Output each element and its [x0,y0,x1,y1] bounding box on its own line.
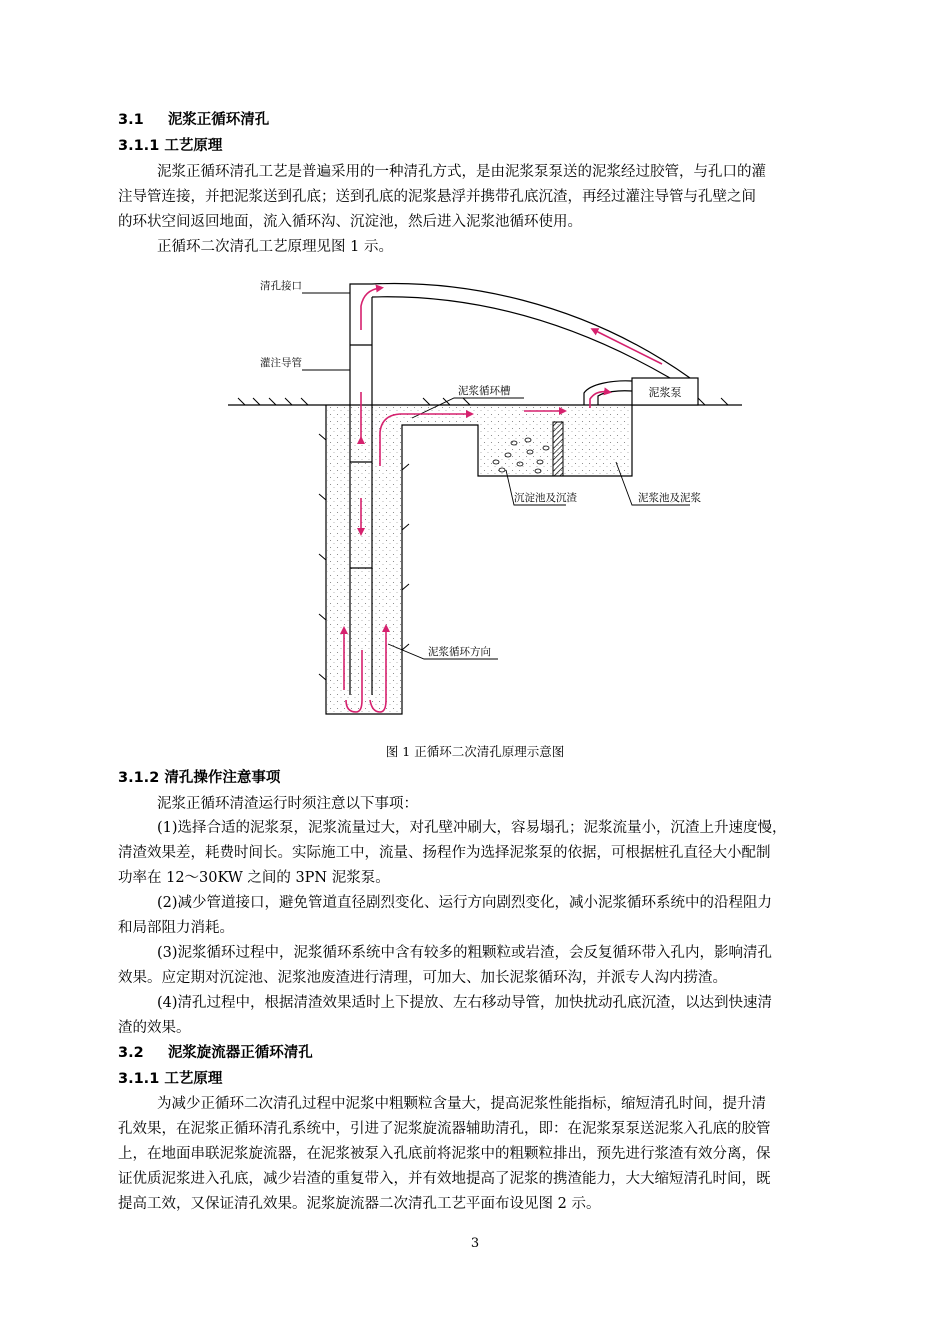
paragraph-line: 提高工效，又保证清孔效果。泥浆旋流器二次清孔工艺平面布设见图 2 示。 [118,1196,601,1212]
label-pool: 泥浆池及泥浆 [638,492,701,504]
section-title: 清孔操作注意事项 [164,770,281,786]
separation-wall [553,422,563,476]
list-item-line: 清渣效果差，耗费时间长。实际施工中，流量、扬程作为选择泥浆泵的依据，可根据桩孔直径大小配制 [118,845,771,861]
page-number: 3 [470,1236,480,1251]
section-title: 工艺原理 [164,1071,223,1087]
list-item-line: 功率在 12～30KW 之间的 3PN 泥浆泵。 [118,870,390,886]
paragraph-line: 孔效果，在泥浆正循环清孔系统中，引进了泥浆旋流器辅助清孔，即：在泥浆泵泵送泥浆入孔底的胶管 [118,1121,771,1137]
label-pump: 泥浆泵 [648,386,682,399]
pump-suction [584,381,632,405]
subsection-heading-3-1-2 [118,768,280,788]
list-item-line: 和局部阻力消耗。 [118,920,234,936]
label-pipe: 灌注导管 [260,357,302,369]
section-number: 3.1 [118,112,144,128]
list-item-line: 效果。应定期对沉淀池、泥浆池废渣进行清理，可加大、加长泥浆循环沟，并派专人沟内捞渣。 [118,970,727,986]
paragraph-line: 注导管连接，并把泥浆送到孔底；送到孔底的泥浆悬浮并携带孔底沉渣，再经过灌注导管与孔壁之间 [118,189,756,205]
list-item-line: (1)选择合适的泥浆泵，泥浆流量过大，对孔壁冲刷大，容易塌孔；泥浆流量小，沉渣上升速度慢， [157,820,787,836]
paragraph-line: 泥浆正循环清孔工艺是普遍采用的一种清孔方式，是由泥浆泵泵送的泥浆经过胶管，与孔口的灌 [157,164,766,180]
hose [350,284,690,378]
list-item-line: (3)泥浆循环过程中，泥浆循环系统中含有较多的粗颗粒或岩渣，会反复循环带入孔内，影响清孔 [157,945,773,961]
paragraph-line: 正循环二次清孔工艺原理见图 1 示。 [157,239,393,255]
section-number: 3.1.2 [118,770,160,786]
label-settle: 沉淀池及沉渣 [514,492,577,504]
label-trench: 泥浆循环槽 [458,385,511,397]
label-port: 清孔接口 [260,280,302,292]
figure-caption: 图 1 正循环二次清孔原理示意图 [385,744,565,759]
section-number: 3.1.1 [118,138,160,154]
section-title: 泥浆旋流器正循环清孔 [167,1045,313,1061]
paragraph-line: 的环状空间返回地面，流入循环沟、沉淀池，然后进入泥浆池循环使用。 [118,214,582,230]
section-heading-3-2 [118,1043,313,1063]
section-title: 泥浆正循环清孔 [167,112,270,128]
paragraph-line: 为减少正循环二次清孔过程中泥浆中粗颗粒含量大，提高泥浆性能指标，缩短清孔时间，提升清 [157,1096,766,1112]
section-number: 3.1.1 [118,1071,160,1087]
paragraph-line: 泥浆正循环清渣运行时须注意以下事项： [157,796,418,812]
list-item-line: (2)减少管道接口，避免管道直径剧烈变化、运行方向剧烈变化，减小泥浆循环系统中的沿程阻力 [157,895,773,911]
list-item-line: 渣的效果。 [118,1020,191,1036]
paragraph-line: 证优质泥浆进入孔底，减少岩渣的重复带入，并有效地提高了泥浆的携渣能力，大大缩短清孔时间，既 [118,1171,771,1187]
subsection-heading-3-2-1 [118,1069,222,1089]
list-item-line: (4)清孔过程中，根据清渣效果适时上下提放、左右移动导管，加快扰动孔底沉渣，以达到快速清 [157,995,773,1011]
label-flow: 泥浆循环方向 [428,646,491,658]
section-title: 工艺原理 [164,138,223,154]
paragraph-line: 上，在地面串联泥浆旋流器，在泥浆被泵入孔底前将泥浆中的粗颗粒排出，预先进行浆渣有效分离，保 [118,1146,771,1162]
section-number: 3.2 [118,1045,144,1061]
